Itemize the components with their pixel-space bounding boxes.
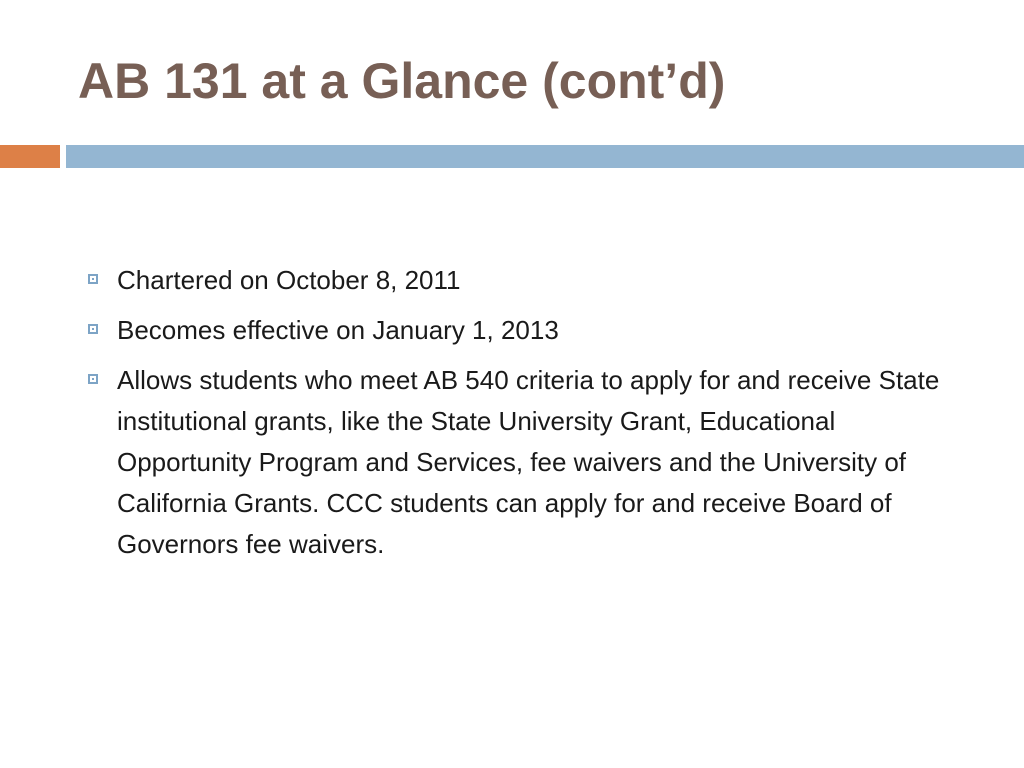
bullet-item — [88, 260, 968, 301]
bullet-list — [88, 260, 968, 574]
bullet-text: Chartered on October 8, 2011 — [117, 265, 461, 295]
square-bullet-icon — [88, 374, 98, 384]
square-bullet-icon — [88, 324, 98, 334]
bullet-item — [88, 360, 968, 565]
header-divider-bar — [66, 145, 1024, 168]
bullet-item — [88, 310, 968, 351]
accent-bar — [0, 145, 60, 168]
bullet-text: Becomes effective on January 1, 2013 — [117, 315, 559, 345]
square-bullet-icon — [88, 274, 98, 284]
slide-title: AB 131 at a Glance (cont’d) — [78, 53, 726, 109]
bullet-text: Allows students who meet AB 540 criteria to apply for and receive State institutional grants, like the State University Grant, Educational Opportunity Program and Services, fee waivers and the University of California Grants. CCC students can apply for and receive Board of Governors fee waivers. — [117, 365, 940, 559]
